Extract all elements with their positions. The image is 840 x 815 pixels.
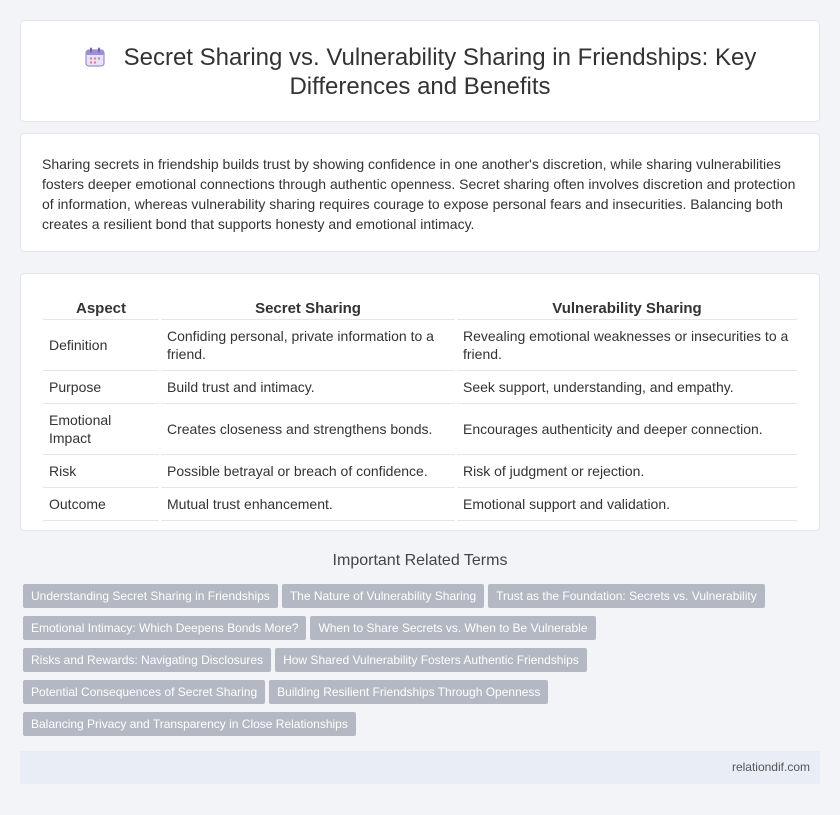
table-cell-secret: Build trust and intimacy. [161,371,455,404]
comparison-table-card [20,273,820,531]
related-term-tag[interactable]: Trust as the Foundation: Secrets vs. Vulnerability [488,584,765,608]
title-card [20,20,820,122]
table-cell-vulnerability: Risk of judgment or rejection. [457,455,797,488]
header-secret-sharing: Secret Sharing [161,296,455,320]
table-cell-secret: Possible betrayal or breach of confidence. [161,455,455,488]
table-cell-secret: Confiding personal, private information to a friend. [161,320,455,371]
related-terms-title: Important Related Terms [332,552,508,569]
table-cell-vulnerability: Emotional support and validation. [457,488,797,521]
related-term-tag[interactable]: When to Share Secrets vs. When to Be Vulnerable [310,616,595,640]
header-vulnerability-sharing: Vulnerability Sharing [457,296,797,320]
calendar-icon [84,46,106,68]
related-term-tag[interactable]: Emotional Intimacy: Which Deepens Bonds More? [23,616,306,640]
table-cell-aspect: Outcome [43,488,159,521]
table-row [43,455,797,488]
intro-paragraph: Sharing secrets in friendship builds trust by showing confidence in one another's discretion, while sharing vulnerabilities fosters deeper emotional connections through authentic openness. Secret sharing often involves discretion and protection of information, whereas vulnerability sharing requires courage to expose personal fears and insecurities. Balancing both creates a resilient bond that supports honesty and emotional intimacy. [42,156,796,232]
table-cell-aspect: Definition [43,320,159,371]
intro-card [20,133,820,252]
table-row [43,488,797,521]
table-cell-vulnerability: Seek support, understanding, and empathy. [457,371,797,404]
page-title-container [81,43,759,101]
related-term-tag[interactable]: The Nature of Vulnerability Sharing [282,584,484,608]
table-row [43,404,797,455]
footer [20,751,820,784]
related-terms-list [23,584,803,744]
page-title: Secret Sharing vs. Vulnerability Sharing in Friendships: Key Differences and Benefits [123,44,757,100]
table-cell-aspect: Emotional Impact [43,404,159,455]
table-row [43,371,797,404]
related-term-tag[interactable]: Potential Consequences of Secret Sharing [23,680,265,704]
table-cell-vulnerability: Revealing emotional weaknesses or insecurities to a friend. [457,320,797,371]
related-term-tag[interactable]: How Shared Vulnerability Fosters Authentic Friendships [275,648,587,672]
table-row [43,320,797,371]
comparison-table [41,296,799,521]
table-header-row [43,296,797,320]
related-term-tag[interactable]: Understanding Secret Sharing in Friendships [23,584,278,608]
footer-site-link[interactable]: relationdif.com [731,760,810,774]
related-term-tag[interactable]: Building Resilient Friendships Through Openness [269,680,548,704]
related-term-tag[interactable]: Balancing Privacy and Transparency in Close Relationships [23,712,356,736]
table-cell-secret: Mutual trust enhancement. [161,488,455,521]
table-cell-vulnerability: Encourages authenticity and deeper connection. [457,404,797,455]
table-cell-aspect: Purpose [43,371,159,404]
table-cell-aspect: Risk [43,455,159,488]
header-aspect: Aspect [43,296,159,320]
table-cell-secret: Creates closeness and strengthens bonds. [161,404,455,455]
related-term-tag[interactable]: Risks and Rewards: Navigating Disclosures [23,648,271,672]
